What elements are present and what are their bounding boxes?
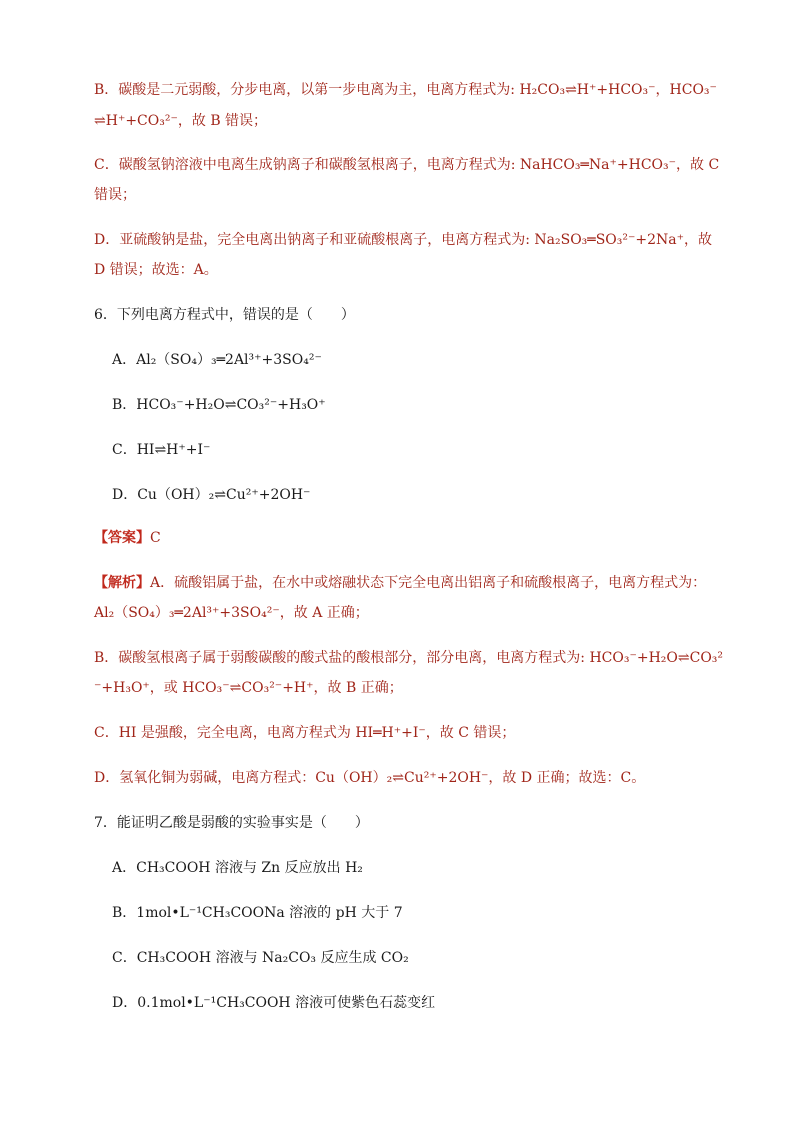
answer-line [94,528,161,548]
q7-2: B．1mol•L⁻¹CH₃COONa 溶液的 pH 大于 7 [112,905,403,921]
analysis-label: 【解析】 [94,575,150,591]
lines-1: ⇌H⁺+CO₃²⁻，故 B 错误； [94,113,268,129]
analysis-rest-2: ⁻+H₃O⁺，或 HCO₃⁻⇌CO₃²⁻+H⁺，故 B 正确； [94,680,403,696]
lines-5: D 错误；故选：A。 [94,262,218,278]
answer-value: C [150,530,161,546]
q7-0: 7．能证明乙酸是弱酸的实验事实是（ ） [94,815,369,831]
answer-label: 【答案】 [94,530,150,546]
analysis-first-text: A．硫酸铝属于盐，在水中或熔融状态下完全电离出铝离子和硫酸根离子，电离方程式为： [150,575,707,591]
analysis-rest-1: B．碳酸氢根离子属于弱酸碳酸的酸式盐的酸根部分，部分电离，电离方程式为: HCO₃⁻+H₂O⇌CO₃² [94,650,724,666]
lines-8: B．HCO₃⁻+H₂O⇌CO₃²⁻+H₃O⁺ [112,397,326,413]
analysis-first-line [94,573,706,593]
analysis-rest-4: D．氢氧化铜为弱碱，电离方程式：Cu（OH）₂⇌Cu²⁺+2OH⁻，故 D 正确；故选：C。 [94,770,646,786]
q7-4: D．0.1mol•L⁻¹CH₃COOH 溶液可使紫色石蕊变红 [112,995,436,1011]
lines-3: 错误； [94,187,136,203]
lines-10: D．Cu（OH）₂⇌Cu²⁺+2OH⁻ [112,487,311,503]
lines-6: 6．下列电离方程式中，错误的是（ ） [94,307,355,323]
q7-3: C．CH₃COOH 溶液与 Na₂CO₃ 反应生成 CO₂ [112,950,409,966]
q7-1: A．CH₃COOH 溶液与 Zn 反应放出 H₂ [112,860,363,876]
lines-4: D．亚硫酸钠是盐，完全电离出钠离子和亚硫酸根离子，电离方程式为: Na₂SO₃═SO₃²⁻+2Na⁺，故 [94,232,713,248]
analysis-rest-3: C．HI 是强酸，完全电离，电离方程式为 HI═H⁺+I⁻，故 C 错误； [94,725,516,741]
lines-2: C．碳酸氢钠溶液中电离生成钠离子和碳酸氢根离子，电离方程式为: NaHCO₃═Na⁺+HCO₃⁻，故 C [94,157,720,173]
analysis-rest-0: Al₂（SO₄）₃═2Al³⁺+3SO₄²⁻，故 A 正确； [94,605,369,621]
lines-9: C．HI⇌H⁺+I⁻ [112,442,211,458]
lines-0: B．碳酸是二元弱酸，分步电离，以第一步电离为主，电离方程式为: H₂CO₃⇌H⁺+HCO₃⁻，HCO₃⁻ [94,82,717,98]
lines-7: A．Al₂（SO₄）₃═2Al³⁺+3SO₄²⁻ [112,352,322,368]
